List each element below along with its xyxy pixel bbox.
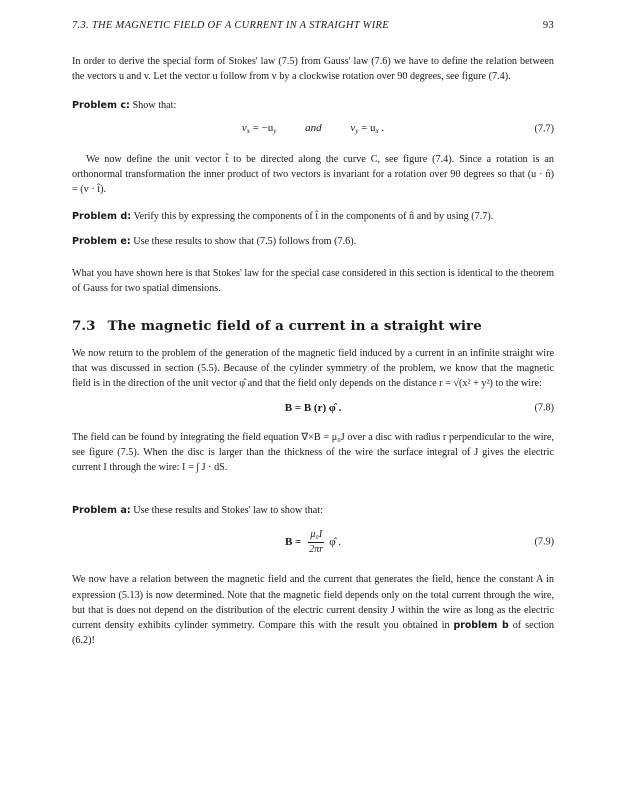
section-title: The magnetic field of a current in a straight wire: [107, 318, 482, 335]
equation-7-9-body: B = $\frac{\text{μ₀I}}{2\pi r}$ φ̂ .: [284, 528, 342, 555]
problem-c: [72, 98, 554, 113]
problem-c-label: Problem c:: [72, 100, 130, 112]
paragraph-field-integration: The field can be found by integrating the field equation ∇×B = μ₀J over a disc with radius r perpendicular to the wire, see figure (7.5). When the disc is larger than the thickness of the wire the surface integral of J gives the electric current I through the wire: I = ∫ J · dS.: [72, 431, 554, 474]
paragraph-straight-wire: We now return to the problem of the generation of the magnetic field induced by a current in an infinite straight wire that was discussed in section (5.5). Because of the cylinder symmetry of the problem, we know that the magnetic field is in the direction of the unit vector φ̂ and that the field only depends on the distance r = √(x² + y²) to the wire:: [72, 348, 554, 390]
equation-7-7: [72, 118, 554, 140]
equation-7-9: [72, 522, 554, 562]
paragraph-stokes-summary: What you have shown here is that Stokes' law for the special case considered in this section is identical to the theorem of Gauss for two spatial dimensions.: [72, 267, 554, 294]
section-heading: [72, 318, 554, 334]
running-head-title: 7.3. THE MAGNETIC FIELD OF A CURRENT IN A STRAIGHT WIRE: [72, 20, 389, 31]
equation-7-7-number: (7.7): [534, 123, 554, 135]
sqrt-expression: √(x² + y²): [453, 378, 493, 390]
section-number: 7.3: [72, 318, 96, 335]
problem-a-label: Problem a:: [72, 505, 131, 517]
paragraph-field-current-relation: We now have a relation between the magnetic field and the current that generates the field, hence the constant A in expression (5.13) is now determined. Note that the magnetic field depends only on the total current through the wire, but that is does not depend on the distribution of the electric current density J within the wire as long as the electric current density exhibits cylinder symmetry. Compare this with the result you obtained in problem b of section (6.2)!: [72, 574, 554, 647]
running-head: [72, 20, 554, 40]
problem-a: [72, 503, 554, 518]
problem-d-text: Verify this by expressing the components of t̂ in the components of n̂ and by using (7.7).: [133, 211, 494, 223]
problem-d-label: Problem d:: [72, 211, 132, 223]
problem-c-text: Show that:: [132, 100, 177, 112]
equation-7-8-body: B = B (r) φ̂ .: [284, 401, 342, 414]
problem-b-reference: problem b: [453, 620, 509, 632]
problem-a-text: Use these results and Stokes' law to show that:: [133, 505, 323, 517]
equation-7-8-number: (7.8): [534, 402, 554, 414]
equation-7-8: [72, 396, 554, 420]
page-number: 93: [542, 20, 554, 31]
problem-e: [72, 234, 554, 249]
problem-e-text: Use these results to show that (7.5) follows from (7.6).: [133, 236, 357, 248]
paragraph-unit-vector: We now define the unit vector t̂ to be directed along the curve C, see figure (7.4). Since a rotation is an orthonormal transformation the inner product of two vectors is invariant for a rotation over 90 degrees so that (u · n̂) = (v · t̂).: [72, 153, 554, 196]
problem-e-label: Problem e:: [72, 236, 131, 248]
page: [72, 20, 554, 648]
problem-d: [72, 209, 554, 224]
paragraph-stokes-gauss-intro: In order to derive the special form of Stokes' law (7.5) from Gauss' law (7.6) we have to define the relation between the vectors u and v. Let the vector u follow from v by a clockwise rotation over 90 degrees, see figure (7.4).: [72, 56, 554, 83]
equation-7-9-number: (7.9): [534, 536, 554, 548]
fraction: $\frac{\text{μ₀I}}{2\pi r}$: [309, 528, 324, 555]
equation-7-7-body: $v_x = -u_y$ and $v_y = u_x$ .: [241, 122, 385, 136]
